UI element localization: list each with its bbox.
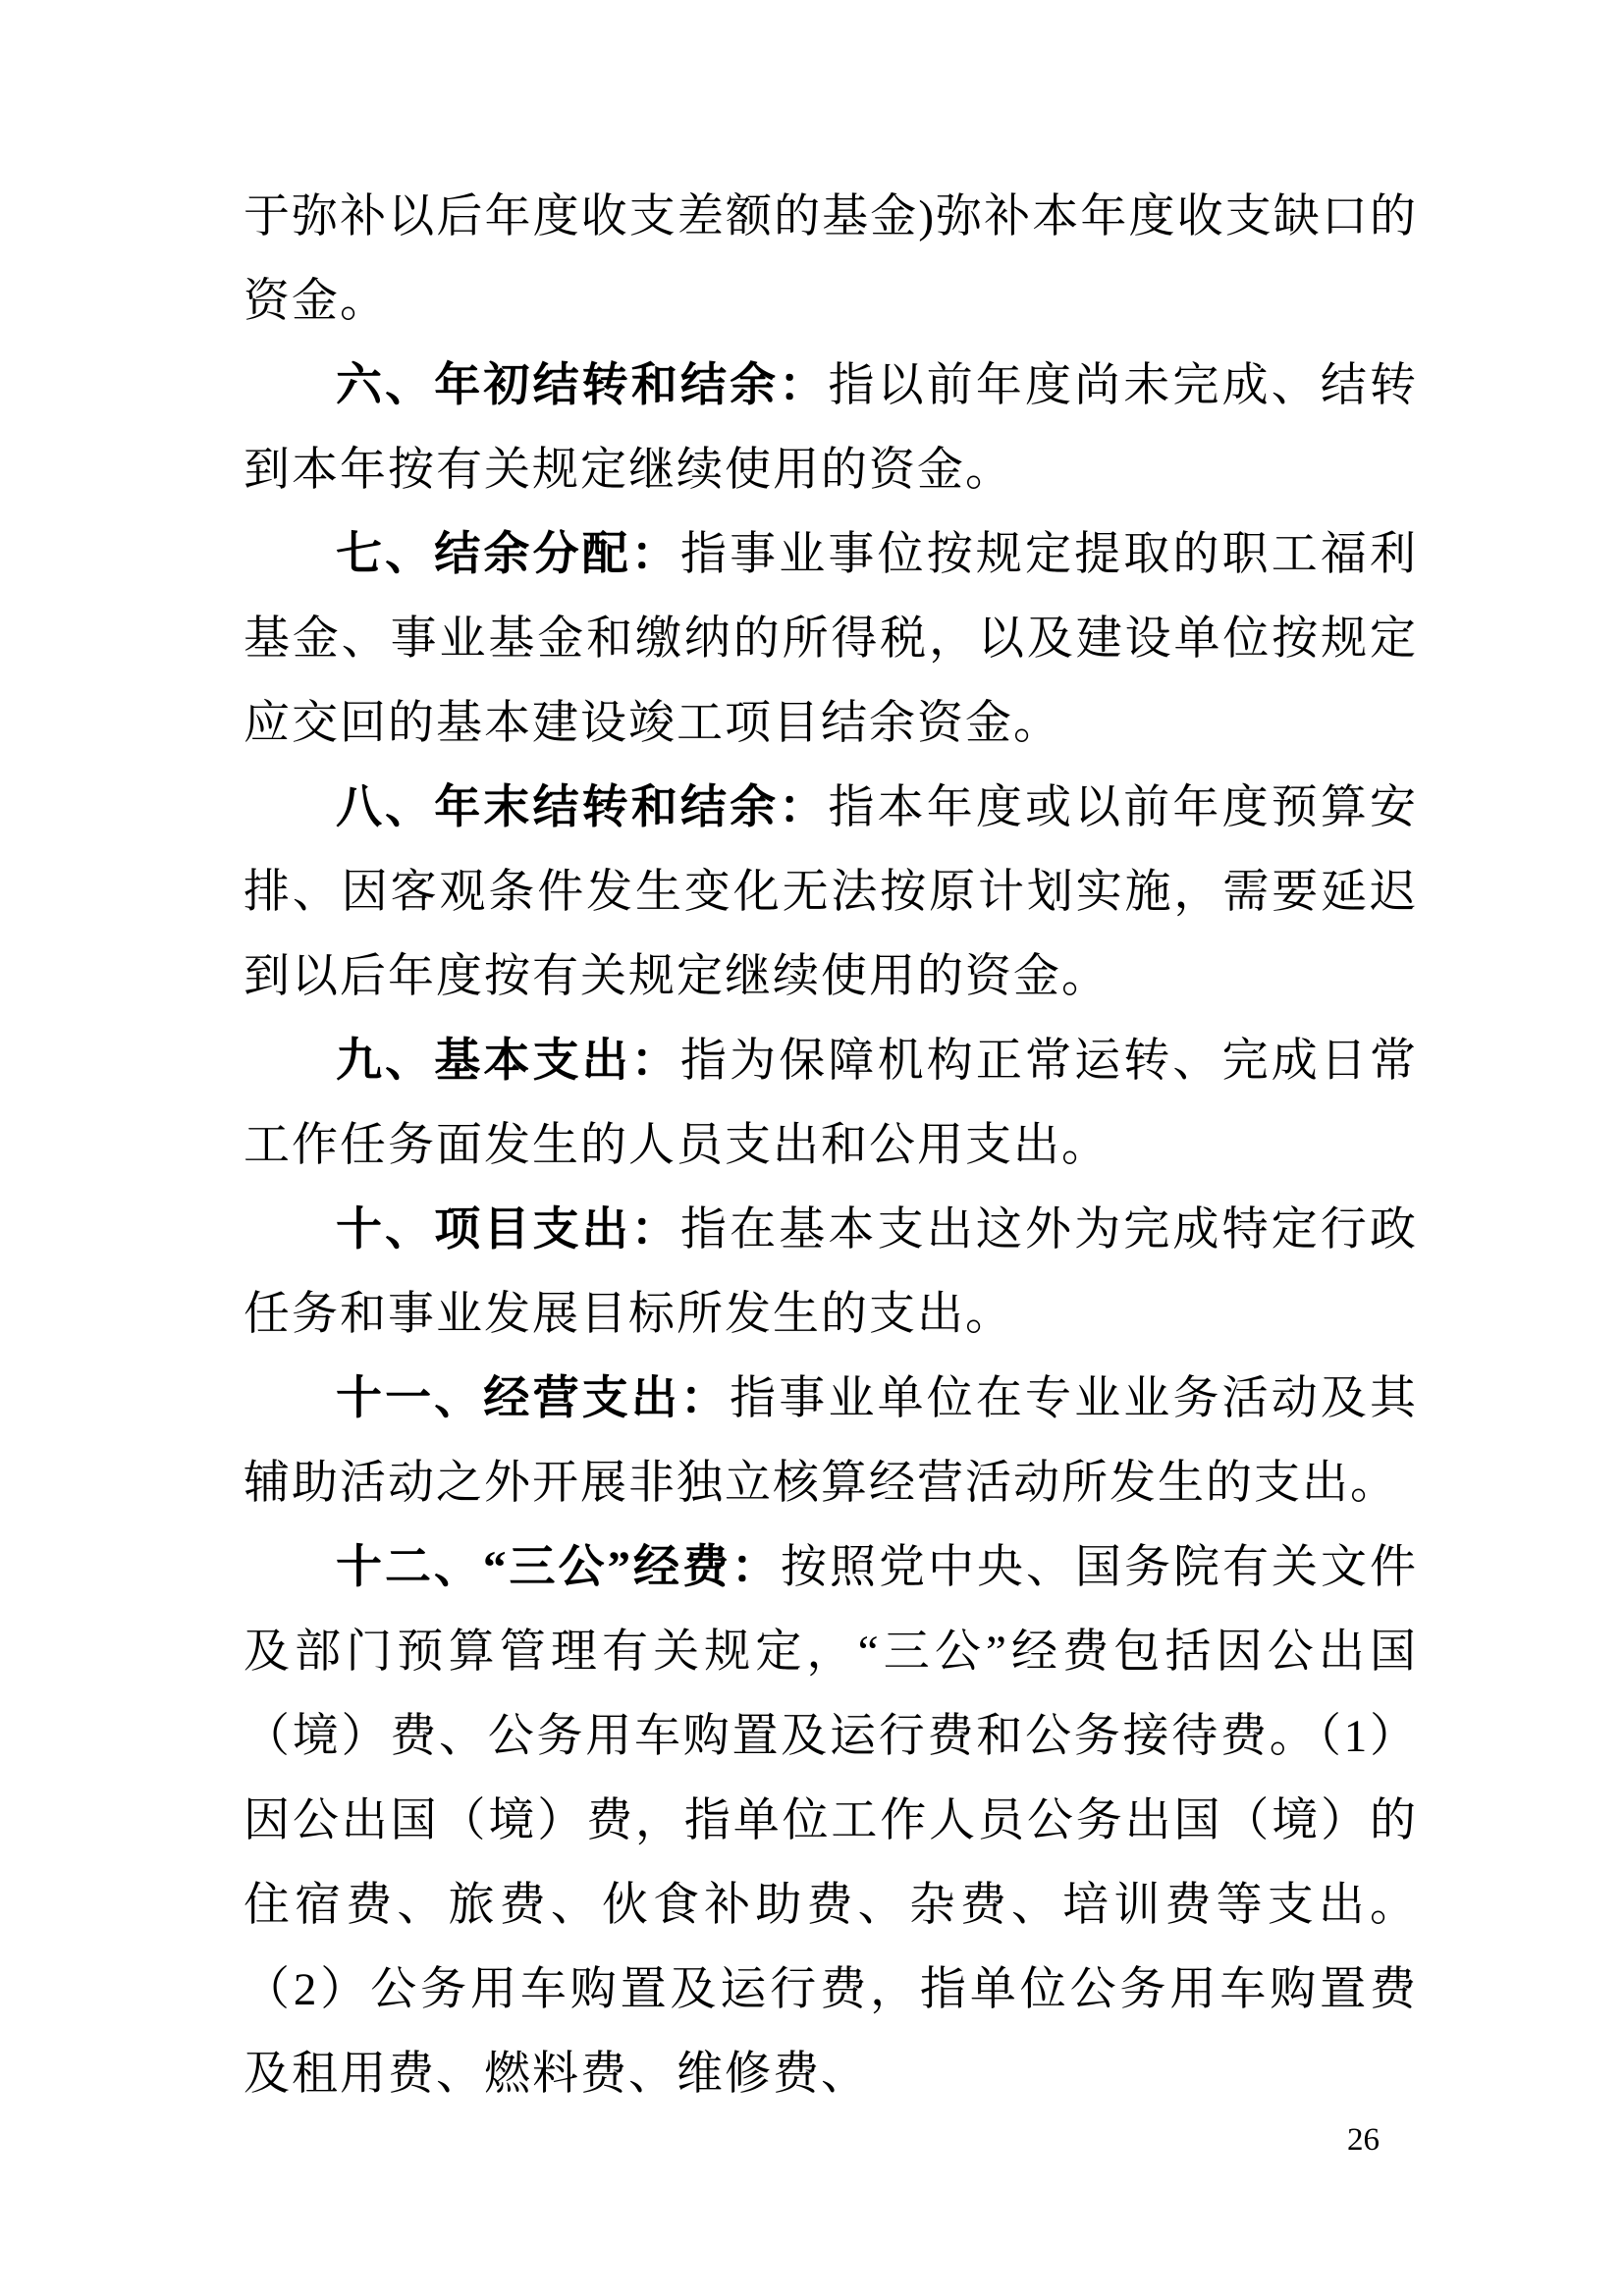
paragraph-text: 指本年度或以前年度预算安排、因客观条件发生变化无法按原计划实施，需要延迟到以后年度按有关规定继续使用的资金。 bbox=[244, 782, 1419, 1002]
paragraph-lead: 十、项目支出： bbox=[336, 1204, 680, 1255]
paragraph-text: 指在基本支出这外为完成特定行政任务和事业发展目标所发生的支出。 bbox=[244, 1204, 1418, 1340]
paragraph-lead: 十一、经营支出： bbox=[336, 1373, 731, 1424]
paragraph-text: 指为保障机构正常运转、完成日常工作任务面发生的人员支出和公用支出。 bbox=[244, 1036, 1418, 1171]
paragraph-lead: 八、年末结转和结余： bbox=[336, 782, 829, 833]
paragraph-continuation bbox=[244, 175, 1418, 344]
paragraph-item-10 bbox=[244, 1188, 1418, 1357]
paragraph-text: 指事业单位在专业业务活动及其辅助活动之外开展非独立核算经营活动所发生的支出。 bbox=[244, 1373, 1419, 1509]
paragraph-text: 按照党中央、国务院有关文件及部门预算管理有关规定，“三公”经费包括因公出国（境）费、公务用车购置及运行费和公务接待费。（1）因公出国（境）费，指单位工作人员公务出国（境）的住宿费、旅费、伙食补助费、杂费、培训费等支出。（2）公务用车购置及运行费，指单位公务用车购置费及租用费、燃料费、维修费、 bbox=[244, 1542, 1418, 2100]
paragraph-lead: 六、年初结转和结余： bbox=[336, 360, 829, 411]
paragraph-item-12 bbox=[244, 1525, 1418, 2116]
paragraph-item-7 bbox=[244, 512, 1418, 766]
paragraph-lead: 七、结余分配： bbox=[336, 529, 680, 580]
paragraph-text: 指以前年度尚未完成、结转到本年按有关规定继续使用的资金。 bbox=[244, 360, 1419, 496]
page-number: 26 bbox=[1347, 2122, 1380, 2158]
paragraph-lead: 十二、“三公”经费： bbox=[336, 1542, 781, 1593]
paragraph-item-6 bbox=[244, 344, 1418, 512]
paragraph-item-9 bbox=[244, 1019, 1418, 1188]
paragraph-item-8 bbox=[244, 766, 1418, 1019]
paragraph-text: 于弥补以后年度收支差额的基金)弥补本年度收支缺口的资金。 bbox=[244, 191, 1418, 327]
paragraph-lead: 九、基本支出： bbox=[336, 1036, 680, 1087]
document-body bbox=[244, 175, 1418, 2116]
paragraph-text: 指事业事位按规定提取的职工福利基金、事业基金和缴纳的所得税，以及建设单位按规定应交回的基本建设竣工项目结余资金。 bbox=[244, 529, 1418, 749]
paragraph-item-11 bbox=[244, 1357, 1418, 1525]
